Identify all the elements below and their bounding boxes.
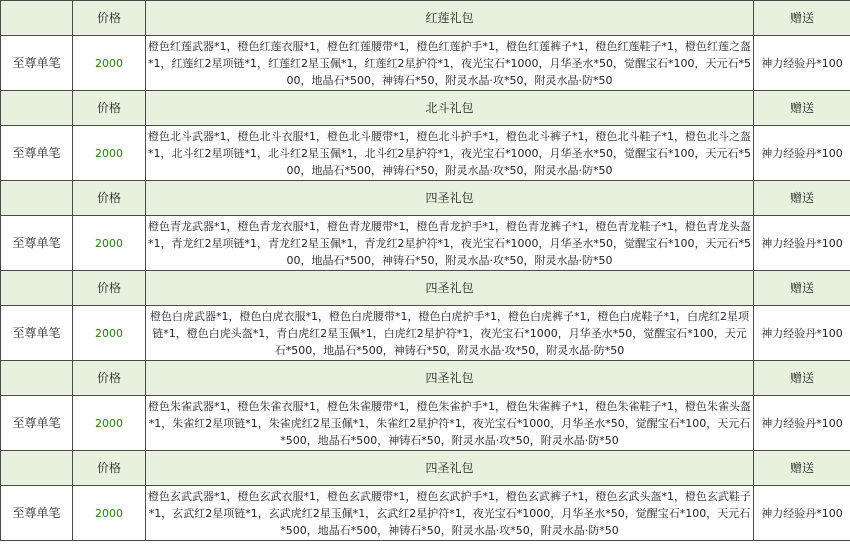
- header-blank-cell: [1, 451, 73, 486]
- pack-items-list: 橙色红莲武器*1，橙色红莲衣服*1，橙色红莲腰带*1，橙色红莲护手*1，橙色红莲裤子*1，橙色红莲鞋子*1，橙色红莲之盔*1，红莲红2星项链*1，红莲红2星玉佩*1，红莲红2星护符*1，夜光宝石*1000，月华圣水*50，觉醒宝石*100，天元石*500，地晶石*500，神铸石*50，附灵水晶·攻*50，附灵水晶·防*50: [146, 36, 754, 91]
- header-price-label: 价格: [73, 91, 146, 126]
- header-price-label: 价格: [73, 181, 146, 216]
- header-price-label: 价格: [73, 361, 146, 396]
- tier-name: 至尊单笔: [1, 486, 73, 541]
- header-blank-cell: [1, 361, 73, 396]
- gift-pack-table-body: [1, 1, 850, 541]
- header-pack-name: 四圣礼包: [146, 271, 754, 306]
- pack-items-list: 橙色北斗武器*1，橙色北斗衣服*1，橙色北斗腰带*1，橙色北斗护手*1，橙色北斗裤子*1，橙色北斗鞋子*1，橙色北斗之盔*1，北斗红2星项链*1，北斗红2星玉佩*1，北斗红2星护符*1，夜光宝石*1000，月华圣水*50，觉醒宝石*100，天元石*500，地晶石*500，神铸石*50，附灵水晶·攻*50，附灵水晶·防*50: [146, 126, 754, 181]
- tier-name: 至尊单笔: [1, 396, 73, 451]
- header-bonus-label: 赠送: [754, 451, 850, 486]
- section-content-row: [1, 396, 850, 451]
- section-header-row: [1, 1, 850, 36]
- section-content-row: [1, 306, 850, 361]
- section-header-row: [1, 361, 850, 396]
- pack-items-list: 橙色白虎武器*1，橙色白虎衣服*1，橙色白虎腰带*1，橙色白虎护手*1，橙色白虎裤子*1，橙色白虎鞋子*1，白虎红2星项链*1，橙色白虎头盔*1，青白虎红2星玉佩*1，白虎红2星护符*1，夜光宝石*1000，月华圣水*50，觉醒宝石*100，天元石*500，地晶石*500，神铸石*50，附灵水晶·攻*50，附灵水晶·防*50: [146, 306, 754, 361]
- header-bonus-label: 赠送: [754, 181, 850, 216]
- header-blank-cell: [1, 271, 73, 306]
- header-pack-name: 四圣礼包: [146, 451, 754, 486]
- section-header-row: [1, 271, 850, 306]
- pack-items-list: 橙色朱雀武器*1，橙色朱雀衣服*1，橙色朱雀腰带*1，橙色朱雀护手*1，橙色朱雀裤子*1，橙色朱雀鞋子*1，橙色朱雀头盔*1，朱雀红2星项链*1，朱雀虎红2星玉佩*1，朱雀红2星护符*1，夜光宝石*1000，月华圣水*50，觉醒宝石*100，天元石*500，地晶石*500，神铸石*50，附灵水晶·攻*50，附灵水晶·防*50: [146, 396, 754, 451]
- bonus-items: 神力经验丹*100: [754, 396, 850, 451]
- header-price-label: 价格: [73, 1, 146, 36]
- section-content-row: [1, 36, 850, 91]
- header-bonus-label: 赠送: [754, 271, 850, 306]
- pack-items-list: 橙色青龙武器*1，橙色青龙衣服*1，橙色青龙腰带*1，橙色青龙护手*1，橙色青龙裤子*1，橙色青龙鞋子*1，橙色青龙头盔*1，青龙红2星项链*1，青龙红2星玉佩*1，青龙红2星护符*1，夜光宝石*1000，月华圣水*50，觉醒宝石*100，天元石*500，地晶石*500，神铸石*50，附灵水晶·攻*50，附灵水晶·防*50: [146, 216, 754, 271]
- section-header-row: [1, 181, 850, 216]
- section-content-row: [1, 216, 850, 271]
- pack-items-list: 橙色玄武武器*1，橙色玄武衣服*1，橙色玄武腰带*1，橙色玄武护手*1，橙色玄武裤子*1，橙色玄武头盔*1，橙色玄武鞋子*1，玄武红2星项链*1，玄武虎红2星玉佩*1，玄武红2星护符*1，夜光宝石*1000，月华圣水*50，觉醒宝石*100，天元石*500，地晶石*500，神铸石*50，附灵水晶·攻*50，附灵水晶·防*50: [146, 486, 754, 541]
- bonus-items: 神力经验丹*100: [754, 486, 850, 541]
- tier-name: 至尊单笔: [1, 216, 73, 271]
- bonus-items: 神力经验丹*100: [754, 36, 850, 91]
- header-bonus-label: 赠送: [754, 1, 850, 36]
- header-price-label: 价格: [73, 451, 146, 486]
- section-header-row: [1, 91, 850, 126]
- price-value: 2000: [73, 216, 146, 271]
- header-blank-cell: [1, 91, 73, 126]
- header-bonus-label: 赠送: [754, 361, 850, 396]
- section-content-row: [1, 486, 850, 541]
- header-pack-name: 红莲礼包: [146, 1, 754, 36]
- header-pack-name: 北斗礼包: [146, 91, 754, 126]
- header-pack-name: 四圣礼包: [146, 181, 754, 216]
- price-value: 2000: [73, 36, 146, 91]
- header-bonus-label: 赠送: [754, 91, 850, 126]
- price-value: 2000: [73, 306, 146, 361]
- header-blank-cell: [1, 1, 73, 36]
- price-value: 2000: [73, 486, 146, 541]
- section-content-row: [1, 126, 850, 181]
- price-value: 2000: [73, 396, 146, 451]
- header-blank-cell: [1, 181, 73, 216]
- section-header-row: [1, 451, 850, 486]
- bonus-items: 神力经验丹*100: [754, 306, 850, 361]
- tier-name: 至尊单笔: [1, 126, 73, 181]
- tier-name: 至尊单笔: [1, 306, 73, 361]
- header-price-label: 价格: [73, 271, 146, 306]
- bonus-items: 神力经验丹*100: [754, 216, 850, 271]
- tier-name: 至尊单笔: [1, 36, 73, 91]
- header-pack-name: 四圣礼包: [146, 361, 754, 396]
- bonus-items: 神力经验丹*100: [754, 126, 850, 181]
- price-value: 2000: [73, 126, 146, 181]
